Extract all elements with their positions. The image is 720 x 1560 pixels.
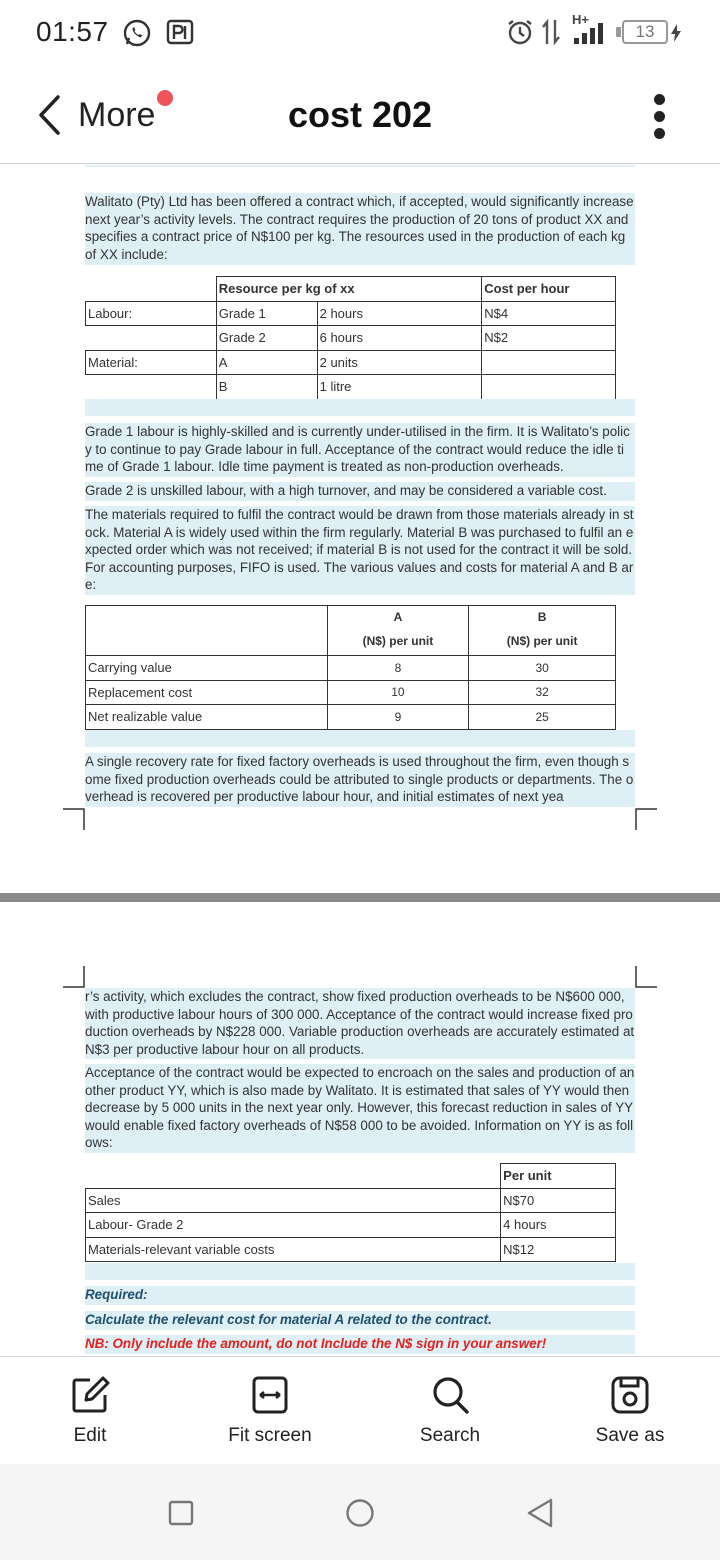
parking-app-icon bbox=[166, 18, 194, 46]
required-question: Calculate the relevant cost for material A related to the contract. bbox=[85, 1311, 635, 1330]
col-a-unit: (N$) per unit bbox=[327, 628, 469, 656]
row-item: Grade 1 bbox=[216, 301, 317, 326]
row-quantity: 6 hours bbox=[317, 326, 482, 351]
page-corner-mark-right bbox=[635, 808, 657, 830]
cost-header: Cost per hour bbox=[482, 277, 616, 302]
resource-table-header-row bbox=[86, 277, 616, 302]
col-b-header: B bbox=[469, 606, 616, 628]
row-cost bbox=[482, 375, 616, 400]
row-label: Carrying value bbox=[86, 656, 328, 681]
edit-icon bbox=[70, 1375, 110, 1415]
row-quantity: 1 litre bbox=[317, 375, 482, 400]
page-corner-mark-left bbox=[63, 808, 85, 830]
battery-icon bbox=[622, 20, 668, 44]
table-row bbox=[86, 680, 616, 705]
recent-apps-icon[interactable] bbox=[168, 1500, 194, 1526]
battery-tip bbox=[616, 27, 621, 37]
overheads-paragraph-part1: A single recovery rate for fixed factory overheads is used throughout the firm, even though some fixed production overheads could be attributed to single products or departments. The overhead is recovered per productive labour hour, and initial estimates of next yea bbox=[85, 753, 635, 807]
yy-table-header-row bbox=[86, 1164, 616, 1189]
title-bar bbox=[0, 70, 720, 164]
row-cost: N$4 bbox=[482, 301, 616, 326]
row-value-b: 32 bbox=[469, 680, 616, 705]
row-value-b: 30 bbox=[469, 656, 616, 681]
save-icon bbox=[610, 1375, 650, 1415]
resource-table-corner bbox=[86, 277, 217, 302]
row-item: Grade 2 bbox=[216, 326, 317, 351]
resource-table bbox=[85, 276, 616, 400]
row-value: N$70 bbox=[501, 1188, 616, 1213]
yy-paragraph: Acceptance of the contract would be expected to encroach on the sales and production of another product YY, which is also made by Walitato. It is estimated that sales of YY would then decrease by 5 000 units in the next year only. However, this forecast reduction in sales of YY would enable fixed factory overheads of N$58 000 to be avoided. Information on YY is as follows: bbox=[85, 1064, 635, 1153]
data-transfer-icon bbox=[540, 18, 562, 46]
material-table bbox=[85, 605, 616, 730]
material-table-corner bbox=[86, 606, 328, 656]
save-as-button[interactable] bbox=[540, 1357, 720, 1465]
row-category bbox=[86, 375, 217, 400]
fit-screen-icon bbox=[250, 1375, 290, 1415]
highlight-strip bbox=[85, 730, 635, 747]
table-row bbox=[86, 656, 616, 681]
row-category bbox=[86, 326, 217, 351]
row-label: Materials-relevant variable costs bbox=[86, 1237, 501, 1262]
yy-table bbox=[85, 1163, 616, 1262]
alarm-icon bbox=[506, 18, 534, 46]
edit-button[interactable] bbox=[0, 1357, 180, 1465]
status-bar bbox=[0, 0, 720, 64]
per-unit-header: Per unit bbox=[501, 1164, 616, 1189]
row-label: Net realizable value bbox=[86, 705, 328, 730]
page-separator bbox=[0, 893, 720, 902]
whatsapp-icon bbox=[122, 18, 152, 48]
row-category: Labour: bbox=[86, 301, 217, 326]
col-a-header: A bbox=[327, 606, 469, 628]
overheads-paragraph-part2: r’s activity, which excludes the contract, show fixed production overheads to be N$600 000, with productive labour hours of 300 000. Acceptance of the contract would increase fixed production overheads by N$228 000. Variable production overheads are accurately estimated at N$3 per productive labour hour on all products. bbox=[85, 988, 635, 1059]
row-value: 4 hours bbox=[501, 1213, 616, 1238]
row-value-a: 9 bbox=[327, 705, 469, 730]
col-b-unit: (N$) per unit bbox=[469, 628, 616, 656]
grade1-paragraph: Grade 1 labour is highly-skilled and is currently under-utilised in the firm. It is Walitato’s policy to continue to pay Grade labour in full. Acceptance of the contract would reduce the idle time of Grade 1 labour. Idle time payment is treated as non-production overheads. bbox=[85, 423, 635, 477]
network-type-label: H+ bbox=[572, 12, 589, 27]
grade2-paragraph: Grade 2 is unskilled labour, with a high turnover, and may be considered a variable cost. bbox=[85, 482, 635, 501]
resource-header: Resource per kg of xx bbox=[216, 277, 481, 302]
back-button[interactable]: More bbox=[78, 96, 156, 134]
row-label: Labour- Grade 2 bbox=[86, 1213, 501, 1238]
fit-screen-label: Fit screen bbox=[228, 1425, 312, 1446]
required-label: Required: bbox=[85, 1286, 635, 1305]
material-table-header-row bbox=[86, 606, 616, 628]
row-cost bbox=[482, 350, 616, 375]
intro-paragraph: Walitato (Pty) Ltd has been offered a contract which, if accepted, would significantly increase next year’s activity levels. The contract requires the production of 20 tons of product XX and specifies a contract price of N$100 per kg. The resources used in the production of each kg of XX include: bbox=[85, 193, 635, 265]
back-nav-icon[interactable] bbox=[526, 1497, 554, 1529]
row-label: Sales bbox=[86, 1188, 501, 1213]
table-row bbox=[86, 1213, 616, 1238]
row-quantity: 2 hours bbox=[317, 301, 482, 326]
row-value-a: 8 bbox=[327, 656, 469, 681]
highlight-strip bbox=[85, 1263, 635, 1280]
nb-note: NB: Only include the amount, do not Include the N$ sign in your answer! bbox=[85, 1335, 635, 1354]
table-row bbox=[86, 350, 616, 375]
battery-level: 13 bbox=[635, 22, 655, 41]
home-icon[interactable] bbox=[345, 1498, 375, 1528]
clock: 01:57 bbox=[36, 16, 109, 47]
table-row bbox=[86, 1188, 616, 1213]
highlight-strip bbox=[85, 399, 635, 416]
table-row bbox=[86, 326, 616, 351]
bottom-toolbar bbox=[0, 1356, 720, 1464]
table-row bbox=[86, 705, 616, 730]
yy-table-corner bbox=[86, 1164, 501, 1189]
table-row bbox=[86, 375, 616, 400]
row-label: Replacement cost bbox=[86, 680, 328, 705]
highlight-strip bbox=[85, 165, 635, 167]
document-title: cost 202 bbox=[287, 94, 433, 135]
edit-label: Edit bbox=[73, 1425, 107, 1446]
row-value: N$12 bbox=[501, 1237, 616, 1262]
table-row bbox=[86, 301, 616, 326]
row-item: B bbox=[216, 375, 317, 400]
row-cost: N$2 bbox=[482, 326, 616, 351]
table-row bbox=[86, 1237, 616, 1262]
search-button[interactable] bbox=[360, 1357, 540, 1465]
row-category: Material: bbox=[86, 350, 217, 375]
materials-paragraph: The materials required to fulfil the contract would be drawn from those materials already in stock. Material A is widely used within the firm regularly. Material B was purchased to fulfil an expected order which was not received; if material B is not used for the contract it will be sold. For accounting purposes, FIFO is used. The various values and costs for material A and B are: bbox=[85, 506, 635, 595]
navigation-bar bbox=[0, 1464, 720, 1560]
search-label: Search bbox=[419, 1425, 481, 1446]
more-options-icon[interactable] bbox=[650, 94, 670, 140]
page-corner-mark-right bbox=[635, 966, 657, 988]
row-item: A bbox=[216, 350, 317, 375]
charging-icon bbox=[670, 24, 682, 42]
fit-screen-button[interactable] bbox=[180, 1357, 360, 1465]
search-icon bbox=[430, 1375, 470, 1415]
row-quantity: 2 units bbox=[317, 350, 482, 375]
page-corner-mark-left bbox=[63, 966, 85, 988]
row-value-a: 10 bbox=[327, 680, 469, 705]
save-as-label: Save as bbox=[595, 1425, 665, 1446]
row-value-b: 25 bbox=[469, 705, 616, 730]
signal-icon bbox=[572, 22, 608, 46]
